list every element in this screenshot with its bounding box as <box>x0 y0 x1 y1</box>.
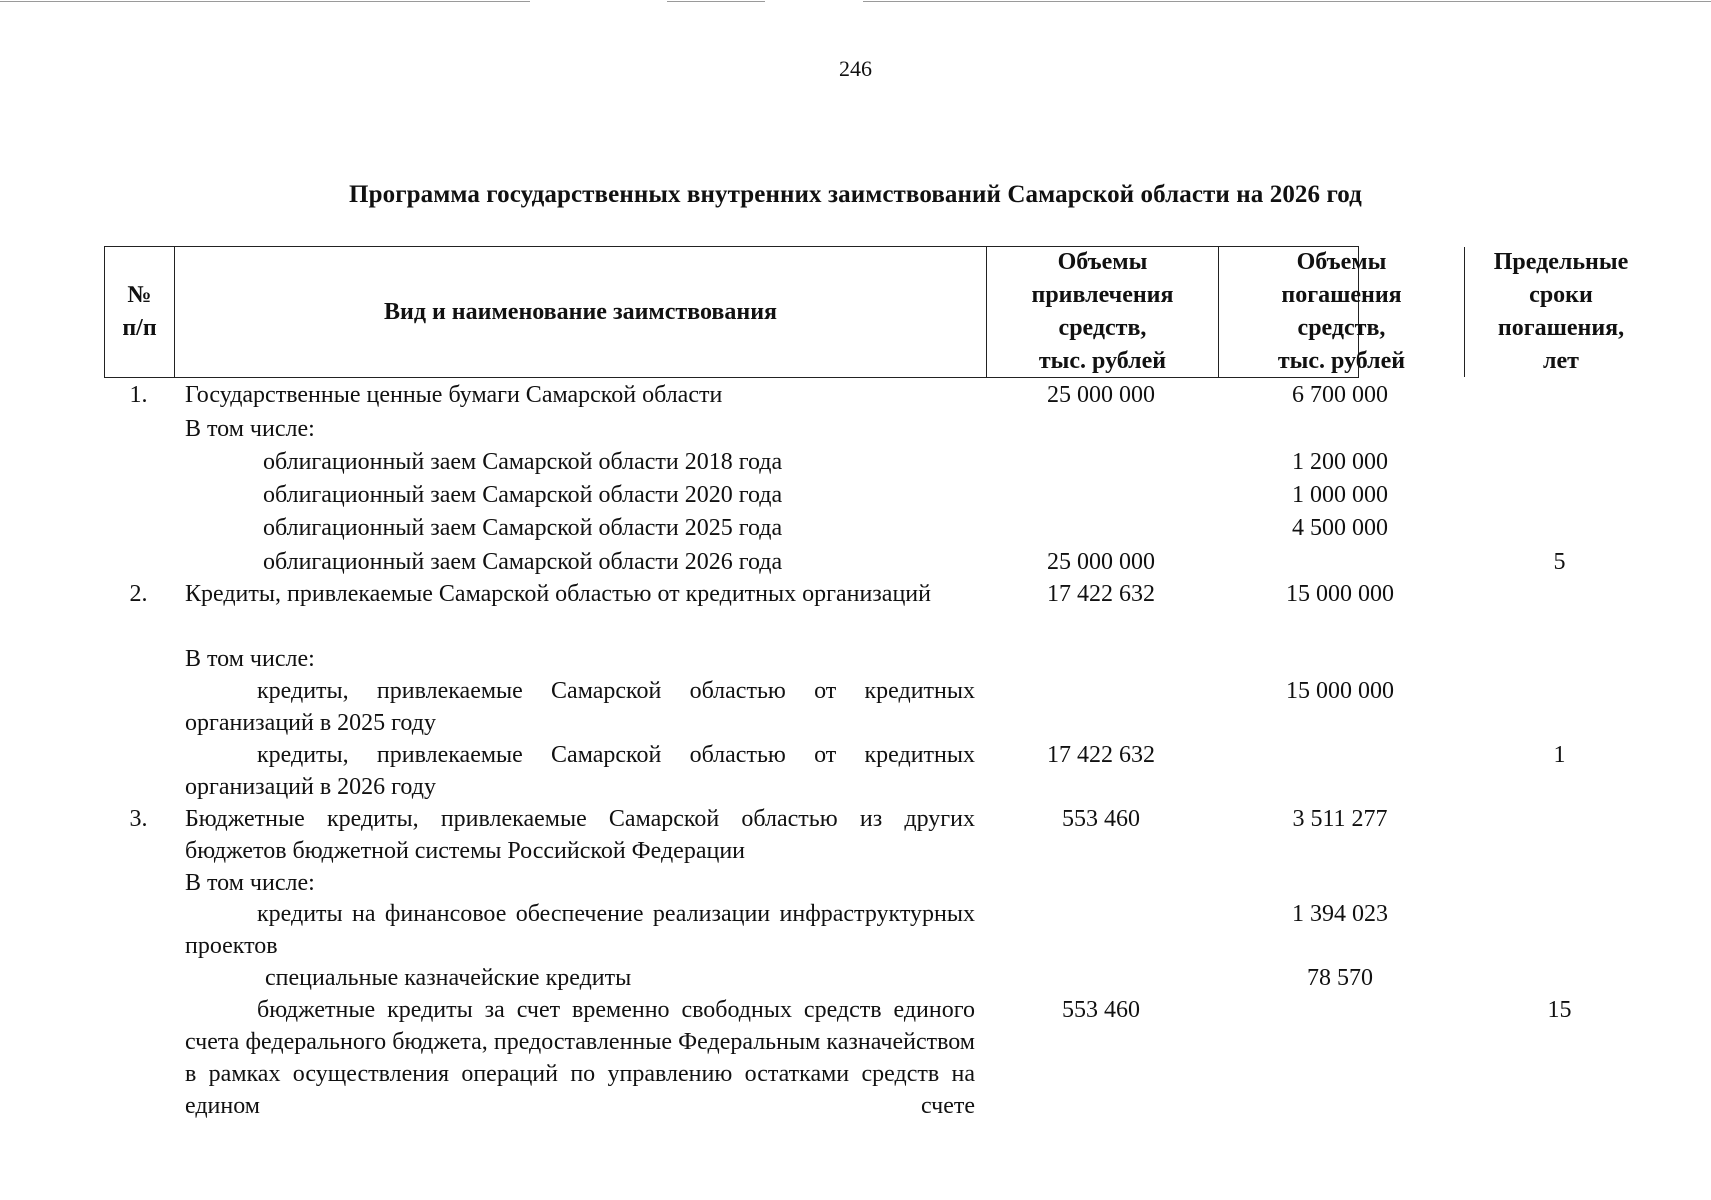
row-name: В том числе: <box>185 870 315 896</box>
repayment-term: 15 <box>1547 997 1572 1023</box>
borrowing-volume: 553 460 <box>1062 806 1140 832</box>
header-number: № п/п <box>122 282 157 341</box>
scan-edge-line <box>0 1 530 2</box>
borrowing-volume: 17 422 632 <box>1047 581 1155 607</box>
header-repayment-volume: Объемы погашения средств, тыс. рублей <box>1218 247 1464 377</box>
row-name: облигационный заем Самарской области 2026 года <box>263 549 783 575</box>
row-name: облигационный заем Самарской области 2025 года <box>263 515 783 541</box>
repayment-volume: 78 570 <box>1307 965 1373 991</box>
scan-edge-line <box>667 1 765 2</box>
repayment-term: 5 <box>1553 549 1566 575</box>
repayment-volume: 15 000 000 <box>1286 581 1394 607</box>
table-header <box>104 246 1629 378</box>
row-name: В том числе: <box>185 416 315 442</box>
row-number: 3. <box>129 806 148 832</box>
borrowing-volume: 553 460 <box>1062 997 1140 1023</box>
row-name: специальные казначейские кредиты <box>265 965 632 991</box>
header-borrowing-name: Вид и наименование заимствования <box>174 247 986 377</box>
row-name: кредиты, привлекаемые Самарской областью от кредитных организаций в 2026 году <box>185 742 975 800</box>
borrowing-volume: 17 422 632 <box>1047 742 1155 768</box>
page-title: Программа государственных внутренних заимствований Самарской области на 2026 год <box>349 181 1362 208</box>
row-name: Государственные ценные бумаги Самарской области <box>185 382 723 408</box>
repayment-volume: 3 511 277 <box>1292 806 1388 832</box>
row-name: Бюджетные кредиты, привлекаемые Самарской областью из других бюджетов бюджетной системы Российской Федерации <box>185 806 975 864</box>
borrowing-volume: 25 000 000 <box>1047 382 1155 408</box>
header-borrowing-volume: Объемы привлечения средств, тыс. рублей <box>986 247 1218 377</box>
header-repayment-term: Предельные сроки погашения, лет <box>1464 247 1657 377</box>
row-name: бюджетные кредиты за счет временно свободных средств единого счета федерального бюджета, предоставленные Федеральным казначейством в рамках осуществления операций по управлению остатками средств на едином счете <box>185 997 975 1119</box>
repayment-volume: 1 000 000 <box>1292 482 1388 508</box>
row-name: В том числе: <box>185 646 315 672</box>
row-name: Кредиты, привлекаемые Самарской областью от кредитных организаций <box>185 581 931 607</box>
row-name: облигационный заем Самарской области 2020 года <box>263 482 783 508</box>
repayment-volume: 4 500 000 <box>1292 515 1388 541</box>
repayment-volume: 1 200 000 <box>1292 449 1388 475</box>
row-number: 2. <box>129 581 148 607</box>
page-number: 246 <box>839 56 872 81</box>
row-name: кредиты на финансовое обеспечение реализации инфраструктурных проектов <box>185 901 975 959</box>
row-number: 1. <box>129 382 148 408</box>
repayment-volume: 1 394 023 <box>1292 901 1388 927</box>
row-name: облигационный заем Самарской области 2018 года <box>263 449 783 475</box>
repayment-term: 1 <box>1553 742 1566 768</box>
scan-edge-line <box>863 1 1711 2</box>
row-name: кредиты, привлекаемые Самарской областью от кредитных организаций в 2025 году <box>185 678 975 736</box>
borrowing-volume: 25 000 000 <box>1047 549 1155 575</box>
repayment-volume: 6 700 000 <box>1292 382 1388 408</box>
repayment-volume: 15 000 000 <box>1286 678 1394 704</box>
